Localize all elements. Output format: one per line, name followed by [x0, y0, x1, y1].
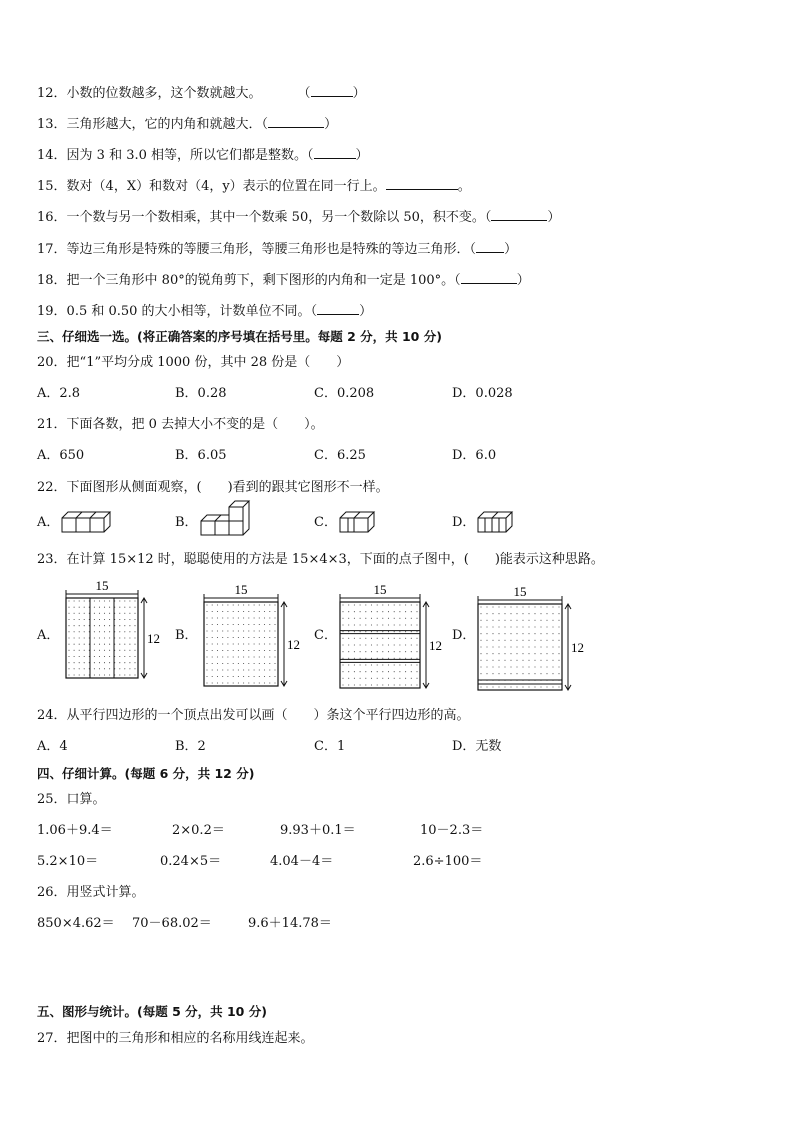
mental-calc-item: 1.06＋9.4＝: [37, 823, 113, 838]
q21-option-d[interactable]: D．6.0: [452, 448, 497, 463]
dot-grid-a: [62, 578, 162, 686]
answer-blank[interactable]: [476, 240, 504, 253]
answer-blank[interactable]: [491, 208, 547, 221]
cube-figure-a: [60, 508, 112, 536]
question-15: 15．数对（4，X）和数对（4，y）表示的位置在同一行上。 。: [37, 179, 471, 194]
q21-option-a[interactable]: A．650: [37, 448, 85, 463]
answer-blank[interactable]: [317, 302, 359, 315]
mental-calc-item: 4.04－4＝: [270, 854, 334, 869]
question-25-stem: 25．口算。: [37, 792, 106, 807]
q20-option-d[interactable]: D．0.028: [452, 386, 513, 401]
mental-calc-item: 10－2.3＝: [420, 823, 484, 838]
dot-grid-b: [198, 582, 303, 692]
q23-option-a[interactable]: A．: [37, 628, 60, 643]
q23-option-b[interactable]: B．: [175, 628, 198, 643]
question-16: 16．一个数与另一个数相乘，其中一个数乘 50，另一个数除以 50，积不变。（ ）: [37, 210, 561, 225]
mental-calc-item: 2×0.2＝: [172, 823, 225, 838]
section-5-heading: 五、图形与统计。(每题 5 分，共 10 分): [37, 1004, 267, 1019]
q23-option-c[interactable]: C．: [314, 628, 337, 643]
height-label: 12: [571, 640, 584, 655]
width-label: 15: [95, 578, 109, 593]
cube-figure-d: [476, 508, 520, 536]
vertical-calc-item: 850×4.62＝: [37, 916, 115, 931]
q22-option-c[interactable]: C．: [314, 515, 337, 530]
dot-grid-d: [472, 584, 586, 696]
question-23-stem: 23．在计算 15×12 时，聪聪使用的方法是 15×4×3，下面的点子图中，( )能表示这种思路。: [37, 552, 604, 567]
grid-border: [66, 598, 138, 678]
section-3-heading: 三、仔细选一选。(将正确答案的序号填在括号里。每题 2 分，共 10 分): [37, 329, 442, 344]
grid-border: [204, 602, 278, 686]
width-label: 15: [373, 582, 387, 597]
answer-blank[interactable]: [311, 84, 353, 97]
q24-option-d[interactable]: D．无数: [452, 739, 502, 754]
question-18: 18．把一个三角形中 80°的锐角剪下，剩下图形的内角和一定是 100°。（ ）: [37, 273, 530, 288]
height-label: 12: [287, 637, 300, 652]
dot-grid-c: [334, 582, 446, 694]
question-14: 14．因为 3 和 3.0 相等，所以它们都是整数。（ ）: [37, 148, 369, 163]
vertical-calc-item: 9.6＋14.78＝: [248, 916, 332, 931]
question-19: 19．0.5 和 0.50 的大小相等，计数单位不同。（ ）: [37, 304, 373, 319]
height-label: 12: [429, 638, 442, 653]
q22-option-b[interactable]: B．: [175, 515, 198, 530]
section-4-heading: 四、仔细计算。(每题 6 分，共 12 分): [37, 766, 255, 781]
question-20-stem: 20．把“1”平均分成 1000 份，其中 28 份是（ ）: [37, 355, 350, 370]
cube-figure-b: [199, 503, 251, 537]
q24-option-a[interactable]: A．4: [37, 739, 68, 754]
width-label: 15: [513, 584, 527, 599]
answer-blank[interactable]: [461, 271, 517, 284]
mental-calc-item: 5.2×10＝: [37, 854, 99, 869]
q24-option-c[interactable]: C．1: [314, 739, 346, 754]
q20-option-a[interactable]: A．2.8: [37, 386, 81, 401]
question-13: 13．三角形越大，它的内角和就越大．（ ）: [37, 117, 338, 132]
vertical-calc-item: 70－68.02＝: [132, 916, 212, 931]
question-22-stem: 22．下面图形从侧面观察，( )看到的跟其它图形不一样。: [37, 480, 389, 495]
q23-option-d[interactable]: D．: [452, 628, 476, 643]
mental-calc-item: 0.24×5＝: [160, 854, 222, 869]
q22-option-d[interactable]: D．: [452, 515, 476, 530]
width-label: 15: [234, 582, 248, 597]
cube-figure-c: [338, 508, 382, 536]
q21-option-b[interactable]: B．6.05: [175, 448, 227, 463]
question-17: 17．等边三角形是特殊的等腰三角形，等腰三角形也是特殊的等边三角形．（ ）: [37, 242, 518, 257]
answer-blank[interactable]: [268, 115, 324, 128]
question-21-stem: 21．下面各数，把 0 去掉大小不变的是（ ）。: [37, 417, 324, 432]
height-label: 12: [147, 631, 160, 646]
question-27-stem: 27．把图中的三角形和相应的名称用线连起来。: [37, 1031, 314, 1046]
question-26-stem: 26．用竖式计算。: [37, 885, 145, 900]
mental-calc-item: 2.6÷100＝: [413, 854, 483, 869]
q24-option-b[interactable]: B．2: [175, 739, 206, 754]
grid-border: [478, 604, 562, 690]
q20-option-b[interactable]: B．0.28: [175, 386, 227, 401]
mental-calc-item: 9.93＋0.1＝: [280, 823, 356, 838]
answer-blank[interactable]: [386, 177, 458, 190]
answer-blank[interactable]: [314, 146, 356, 159]
q21-option-c[interactable]: C．6.25: [314, 448, 366, 463]
question-24-stem: 24．从平行四边形的一个顶点出发可以画（ ）条这个平行四边形的高。: [37, 708, 470, 723]
q20-option-c[interactable]: C．0.208: [314, 386, 375, 401]
grid-border: [340, 602, 420, 688]
question-12: 12．小数的位数越多，这个数就越大。 （ ）: [37, 86, 366, 101]
q22-option-a[interactable]: A．: [37, 515, 60, 530]
